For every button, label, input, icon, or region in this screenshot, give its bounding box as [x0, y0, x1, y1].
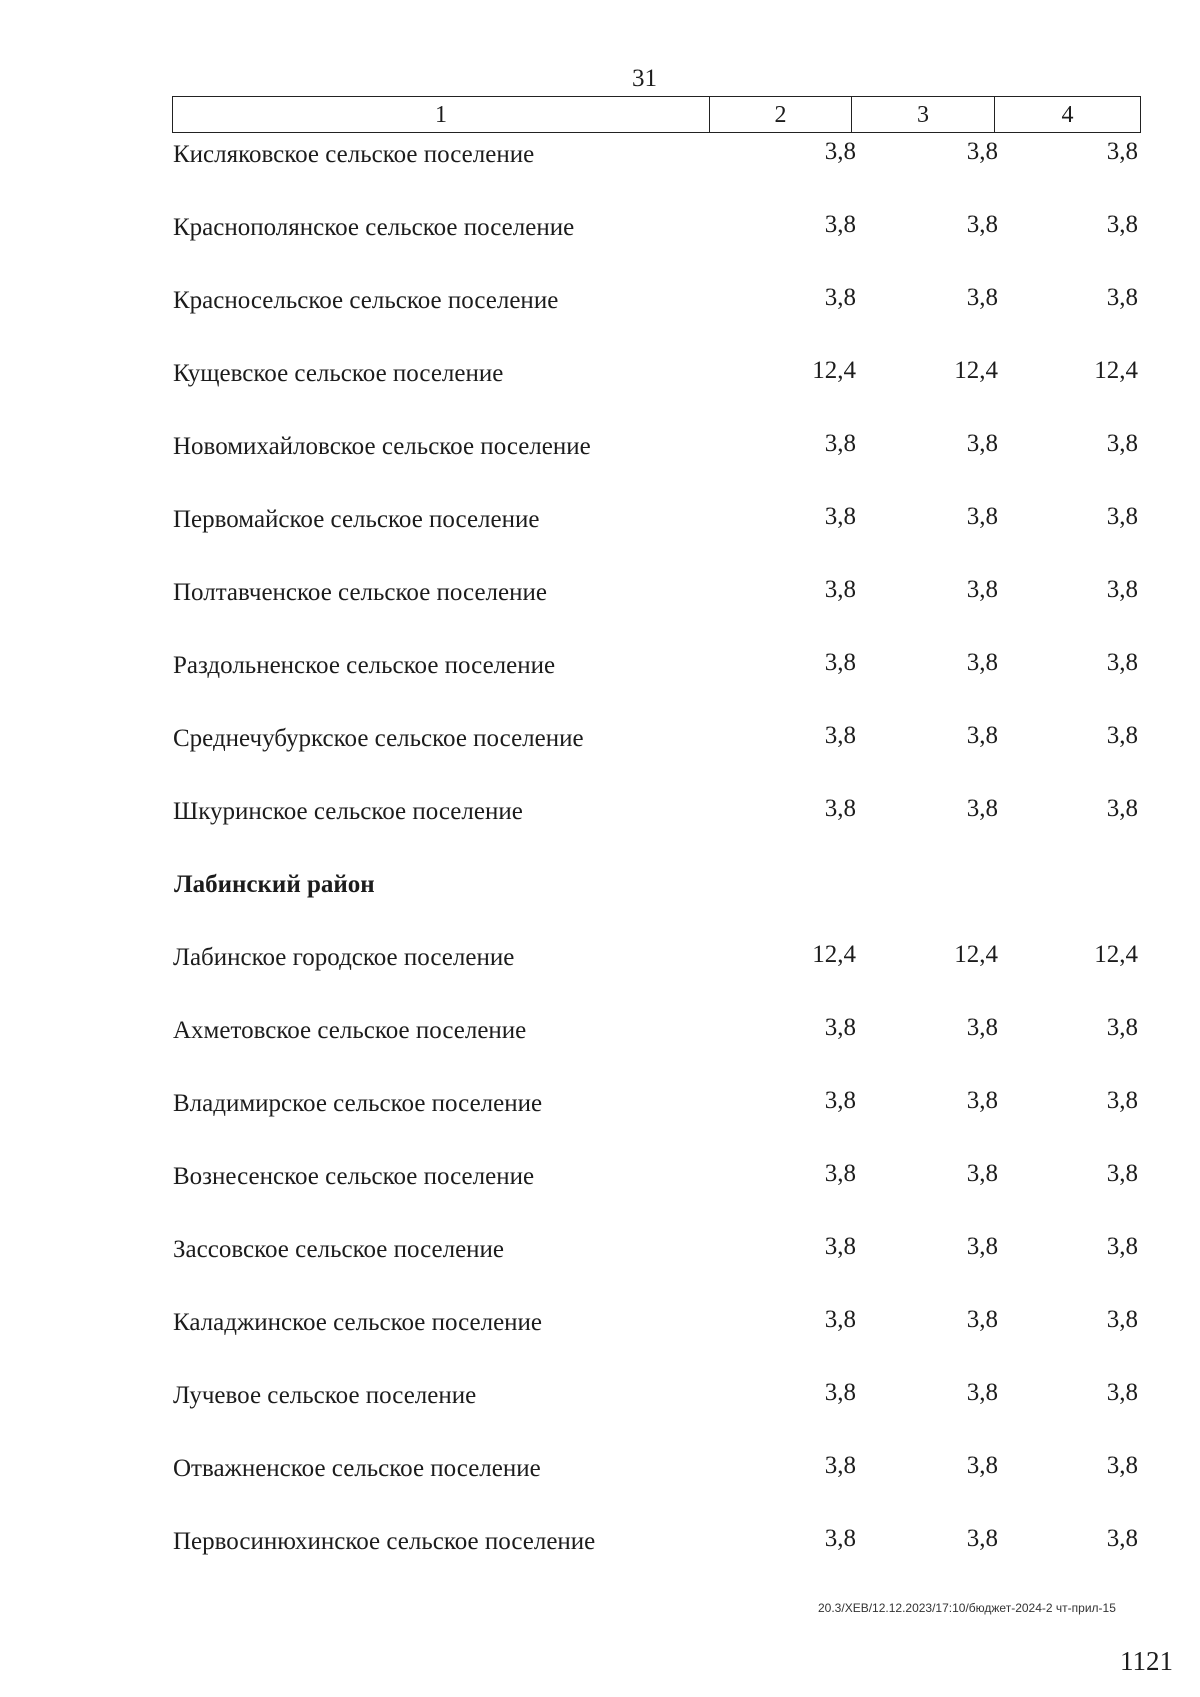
value-col-4: 3,8: [1106, 1014, 1138, 1041]
settlement-name: Шкуринское сельское поселение: [173, 798, 523, 825]
value-col-2: 3,8: [824, 1160, 856, 1187]
value-col-2: 3,8: [824, 576, 856, 603]
value-col-3: 3,8: [966, 576, 998, 603]
value-col-2: 3,8: [824, 649, 856, 676]
header-col-3: 3: [852, 97, 995, 133]
table-row: [0, 427, 1200, 467]
value-col-4: 3,8: [1106, 1306, 1138, 1333]
value-col-3: 12,4: [954, 941, 998, 968]
table-row: [0, 792, 1200, 832]
value-col-2: 3,8: [824, 1525, 856, 1552]
settlement-name: Краснополянское сельское поселение: [173, 214, 575, 241]
table-row: [0, 1376, 1200, 1416]
settlement-name: Каладжинское сельское поселение: [173, 1309, 543, 1336]
value-col-4: 3,8: [1106, 722, 1138, 749]
value-col-4: 3,8: [1106, 284, 1138, 311]
table-row: [0, 1011, 1200, 1051]
header-col-4: 4: [995, 97, 1141, 133]
settlement-name: Первосинюхинское сельское поселение: [173, 1528, 596, 1555]
table-row: [0, 1303, 1200, 1343]
value-col-2: 3,8: [824, 430, 856, 457]
value-col-4: 3,8: [1106, 1379, 1138, 1406]
settlement-name: Владимирское сельское поселение: [173, 1090, 543, 1117]
table-row: [0, 1157, 1200, 1197]
table-row: [0, 938, 1200, 978]
value-col-4: 3,8: [1106, 1233, 1138, 1260]
value-col-2: 3,8: [824, 503, 856, 530]
table-row: [0, 1084, 1200, 1124]
settlement-name: Среднечубуркское сельское поселение: [173, 725, 584, 752]
settlement-name: Первомайское сельское поселение: [173, 506, 540, 533]
settlement-name: Отважненское сельское поселение: [173, 1455, 541, 1482]
value-col-2: 3,8: [824, 1452, 856, 1479]
value-col-4: 3,8: [1106, 576, 1138, 603]
value-col-2: 3,8: [824, 1233, 856, 1260]
value-col-2: 3,8: [824, 211, 856, 238]
table-row: [0, 281, 1200, 321]
table-row: [0, 719, 1200, 759]
value-col-3: 3,8: [966, 503, 998, 530]
value-col-2: 3,8: [824, 284, 856, 311]
value-col-4: 3,8: [1106, 1160, 1138, 1187]
header-col-2: 2: [710, 97, 852, 133]
value-col-3: 3,8: [966, 1160, 998, 1187]
value-col-2: 12,4: [812, 357, 856, 384]
settlement-name: Кисляковское сельское поселение: [173, 141, 535, 168]
value-col-2: 12,4: [812, 941, 856, 968]
value-col-4: 3,8: [1106, 138, 1138, 165]
page-number: 31: [632, 65, 657, 92]
value-col-4: 12,4: [1094, 941, 1138, 968]
value-col-3: 3,8: [966, 211, 998, 238]
value-col-4: 3,8: [1106, 795, 1138, 822]
value-col-4: 3,8: [1106, 649, 1138, 676]
table-row: [0, 1522, 1200, 1562]
table-row: [0, 646, 1200, 686]
settlement-name: Раздольненское сельское поселение: [173, 652, 556, 679]
value-col-2: 3,8: [824, 795, 856, 822]
value-col-2: 3,8: [824, 1014, 856, 1041]
district-heading: Лабинский район: [174, 871, 375, 898]
table-row: [0, 500, 1200, 540]
table-row: [0, 135, 1200, 175]
value-col-3: 3,8: [966, 722, 998, 749]
settlement-name: Кущевское сельское поселение: [173, 360, 504, 387]
table-row: [0, 1449, 1200, 1489]
value-col-3: 3,8: [966, 1379, 998, 1406]
header-col-1: 1: [173, 97, 710, 133]
value-col-3: 12,4: [954, 357, 998, 384]
settlement-name: Красносельское сельское поселение: [173, 287, 559, 314]
value-col-2: 3,8: [824, 138, 856, 165]
settlement-name: Лучевое сельское поселение: [173, 1382, 477, 1409]
settlement-name: Новомихайловское сельское поселение: [173, 433, 591, 460]
value-col-4: 3,8: [1106, 1452, 1138, 1479]
value-col-2: 3,8: [824, 1379, 856, 1406]
value-col-3: 3,8: [966, 795, 998, 822]
settlement-name: Вознесенское сельское поселение: [173, 1163, 535, 1190]
value-col-4: 3,8: [1106, 211, 1138, 238]
value-col-2: 3,8: [824, 722, 856, 749]
table-row: [0, 208, 1200, 248]
value-col-3: 3,8: [966, 138, 998, 165]
value-col-3: 3,8: [966, 1525, 998, 1552]
value-col-4: 3,8: [1106, 1525, 1138, 1552]
value-col-4: 3,8: [1106, 1087, 1138, 1114]
sheet-number: 1121: [1120, 1646, 1173, 1676]
settlement-name: Ахметовское сельское поселение: [173, 1017, 527, 1044]
value-col-3: 3,8: [966, 1233, 998, 1260]
table-row: [0, 573, 1200, 613]
table-row: [0, 1230, 1200, 1270]
value-col-3: 3,8: [966, 284, 998, 311]
settlement-name: Зассовское сельское поселение: [173, 1236, 505, 1263]
settlement-name: Лабинское городское поселение: [173, 944, 515, 971]
document-code: 20.3/ХЕВ/12.12.2023/17:10/бюджет-2024-2 чт-прил-15: [818, 1601, 1116, 1615]
value-col-3: 3,8: [966, 1087, 998, 1114]
value-col-3: 3,8: [966, 430, 998, 457]
value-col-4: 3,8: [1106, 503, 1138, 530]
value-col-4: 12,4: [1094, 357, 1138, 384]
value-col-3: 3,8: [966, 1452, 998, 1479]
table-row: [0, 354, 1200, 394]
value-col-2: 3,8: [824, 1306, 856, 1333]
value-col-2: 3,8: [824, 1087, 856, 1114]
value-col-4: 3,8: [1106, 430, 1138, 457]
settlement-name: Полтавченское сельское поселение: [173, 579, 547, 606]
value-col-3: 3,8: [966, 649, 998, 676]
value-col-3: 3,8: [966, 1306, 998, 1333]
value-col-3: 3,8: [966, 1014, 998, 1041]
